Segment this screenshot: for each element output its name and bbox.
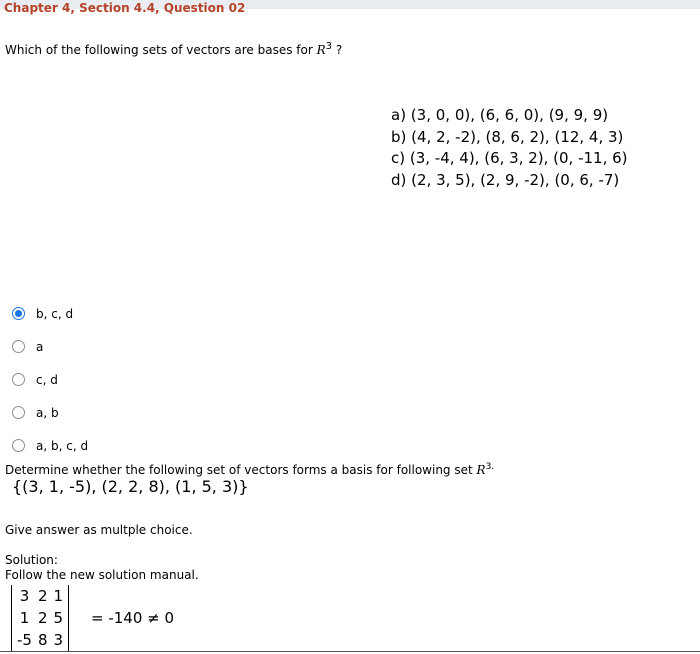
choice-b-c-d[interactable] xyxy=(12,297,88,330)
determine-prefix: Determine whether the following set of vectors forms a basis for following set xyxy=(5,463,477,477)
matrix-cell: 8 xyxy=(37,631,48,649)
vector-set: {(3, 1, -5), (2, 2, 8), (1, 5, 3)} xyxy=(12,477,249,496)
determinant-result: = -140 ≠ 0 xyxy=(91,609,175,627)
vector-options xyxy=(391,105,628,191)
option-b: b) (4, 2, -2), (8, 6, 2), (12, 4, 3) xyxy=(391,127,624,146)
solution-note: Follow the new solution manual. xyxy=(5,568,199,582)
question-suffix: ? xyxy=(332,43,343,57)
divider xyxy=(0,651,700,652)
radio-button[interactable] xyxy=(12,406,25,419)
determine-text xyxy=(5,460,494,478)
matrix-cell: 5 xyxy=(53,609,64,627)
matrix-cell: 2 xyxy=(37,609,48,627)
question-var: R xyxy=(316,43,326,57)
matrix-cell: 1 xyxy=(19,609,30,627)
matrix-row xyxy=(14,585,66,607)
choice-label: b, c, d xyxy=(36,306,74,321)
radio-button[interactable] xyxy=(12,340,25,353)
choice-label: a, b, c, d xyxy=(36,438,89,453)
choice-a[interactable] xyxy=(12,330,88,363)
option-c: c) (3, -4, 4), (6, 3, 2), (0, -11, 6) xyxy=(391,149,628,167)
matrix-row xyxy=(14,629,66,651)
radio-button-selected[interactable] xyxy=(12,307,25,320)
matrix-row xyxy=(14,607,66,629)
matrix-cell: 3 xyxy=(53,631,64,649)
answer-choices xyxy=(12,297,88,462)
choice-a-b[interactable] xyxy=(12,396,88,429)
determine-exp: 3. xyxy=(485,462,495,472)
question-text xyxy=(5,39,342,58)
matrix-cell: 3 xyxy=(19,587,30,605)
solution-label: Solution: xyxy=(5,553,58,567)
question-exp: 3 xyxy=(325,41,333,52)
give-answer-text: Give answer as multple choice. xyxy=(5,523,193,537)
determinant-matrix xyxy=(11,585,69,651)
question-prefix: Which of the following sets of vectors are bases for xyxy=(5,43,317,57)
radio-button[interactable] xyxy=(12,439,25,452)
option-a: a) (3, 0, 0), (6, 6, 0), (9, 9, 9) xyxy=(391,106,609,124)
radio-button[interactable] xyxy=(12,373,25,386)
choice-label: c, d xyxy=(36,372,58,387)
page-title: Chapter 4, Section 4.4, Question 02 xyxy=(4,1,246,15)
matrix-cell: -5 xyxy=(17,631,32,649)
option-d: d) (2, 3, 5), (2, 9, -2), (0, 6, -7) xyxy=(391,170,620,189)
choice-label: a xyxy=(36,339,44,354)
matrix-cell: 1 xyxy=(53,587,64,605)
matrix-cell: 2 xyxy=(37,587,48,605)
determine-var: R xyxy=(476,463,486,477)
choice-label: a, b xyxy=(36,405,59,420)
choice-c-d[interactable] xyxy=(12,363,88,396)
choice-a-b-c-d[interactable] xyxy=(12,429,88,462)
